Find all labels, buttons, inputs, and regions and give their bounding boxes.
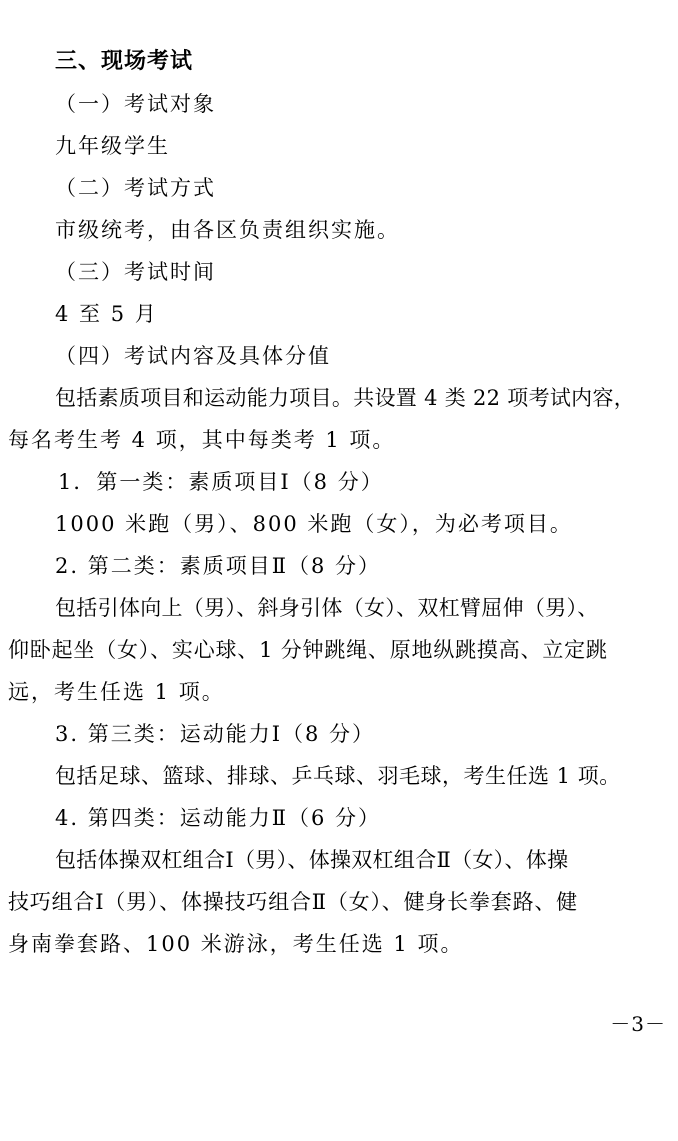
category-4-title: 4. 第四类：运动能力Ⅱ（6 分） <box>55 806 382 830</box>
exam-target-text: 九年级学生 <box>55 134 170 158</box>
page-number: －3－ <box>610 1012 666 1036</box>
exam-time-text: 4 至 5 月 <box>55 302 158 326</box>
category-4-line-1: 包括体操双杠组合Ⅰ（男）、体操双杠组合Ⅱ（女）、体操 <box>55 848 569 872</box>
subheading-exam-content: （四）考试内容及具体分值 <box>55 344 331 368</box>
category-1-line-1: 1000 米跑（男）、800 米跑（女），为必考项目。 <box>55 512 573 536</box>
category-3-title: 3. 第三类：运动能力Ⅰ（8 分） <box>55 722 376 746</box>
subheading-exam-target: （一）考试对象 <box>55 92 216 116</box>
category-2-line-2: 仰卧起坐（女）、实心球、1 分钟跳绳、原地纵跳摸高、立定跳 <box>8 638 608 662</box>
category-2-title: 2. 第二类：素质项目Ⅱ（8 分） <box>55 554 382 578</box>
category-4-line-2: 技巧组合Ⅰ（男）、体操技巧组合Ⅱ（女）、健身长拳套路、健 <box>8 890 578 914</box>
exam-method-text: 市级统考，由各区负责组织实施。 <box>55 218 400 242</box>
subheading-exam-time: （三）考试时间 <box>55 260 216 284</box>
category-2-line-1: 包括引体向上（男）、斜身引体（女）、双杠臂屈伸（男）、 <box>55 596 599 620</box>
category-1-title: 1．第一类：素质项目Ⅰ（8 分） <box>58 470 384 494</box>
category-3-line-1: 包括足球、篮球、排球、乒乓球、羽毛球，考生任选 1 项。 <box>55 764 621 788</box>
subheading-exam-method: （二）考试方式 <box>55 176 216 200</box>
category-2-line-3: 远，考生任选 1 项。 <box>8 680 225 704</box>
exam-content-line-2: 每名考生考 4 项，其中每类考 1 项。 <box>8 428 396 452</box>
section-title: 三、现场考试 <box>55 49 194 74</box>
category-4-line-3: 身南拳套路、100 米游泳，考生任选 1 项。 <box>8 932 464 956</box>
exam-content-line-1: 包括素质项目和运动能力项目。共设置 4 类 22 项考试内容， <box>55 386 636 410</box>
